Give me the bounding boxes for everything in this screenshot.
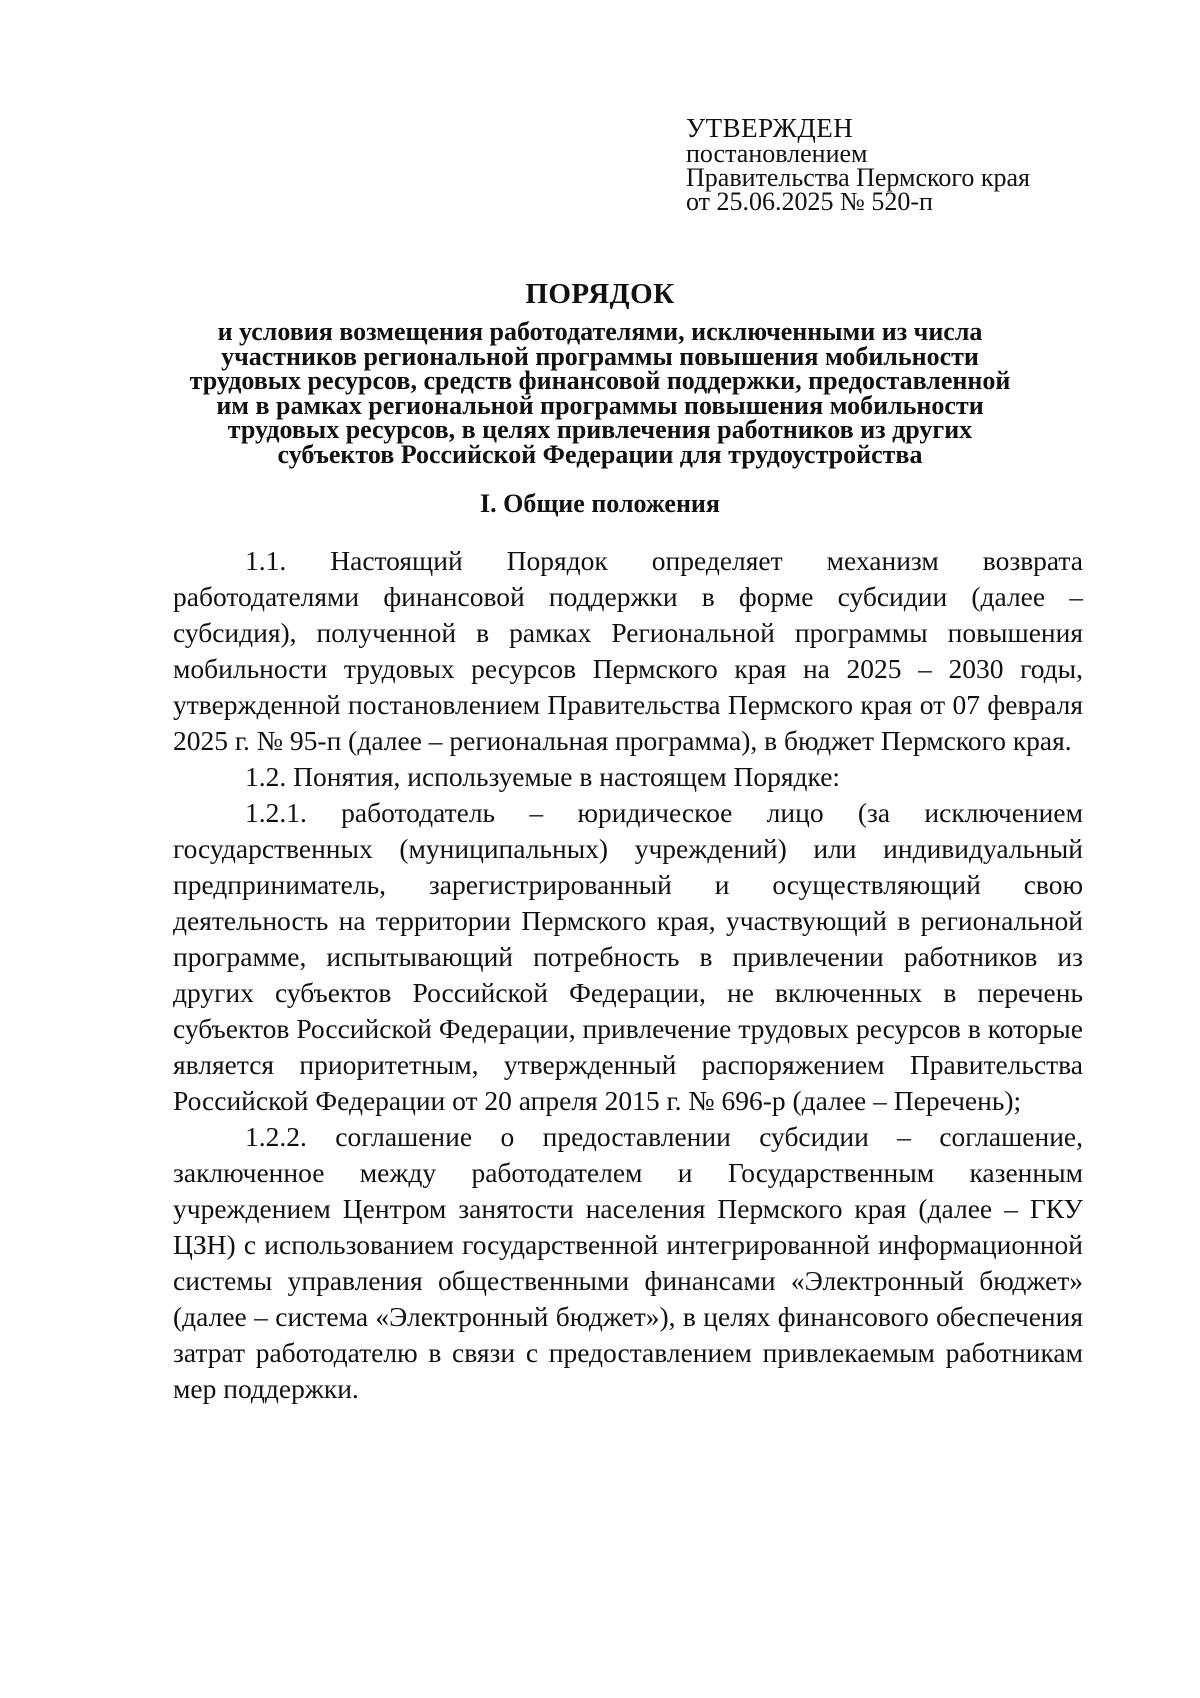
approval-line-resolution: постановлением: [686, 139, 868, 168]
subtitle-line: участников региональной программы повышения мобильности: [221, 341, 979, 371]
document-title: ПОРЯДОК: [525, 278, 675, 310]
paragraph-1-2-2: 1.2.2. соглашение о предоставлении субсидии – соглашение, заключенное между работодателем и Государственным казенным учреждением Центром занятости населения Пермского края (далее – ГКУ ЦЗН) с использованием государственной интегрированной информационной системы управления общественными финансами «Электронный бюджет» (далее – система «Электронный бюджет»), в целях финансового обеспечения затрат работодателю в связи с предоставлением привлекаемым работникам мер поддержки.: [173, 1121, 1083, 1404]
approval-heading: УТВЕРЖДЕН: [686, 113, 854, 143]
paragraph-1-2-1: 1.2.1. работодатель – юридическое лицо (за исключением государственных (муниципальных) учреждений) или индивидуальный предприниматель, зарегистрированный и осуществляющий свою деятельность на территории Пермского края, участвующий в региональной программе, испытывающий потребность в привлечении работников из других субъектов Российской Федерации, не включенных в перечень субъектов Российской Федерации, привлечение трудовых ресурсов в которые является приоритетным, утвержденный распоряжением Правительства Российской Федерации от 20 апреля 2015 г. № 696-р (далее – Перечень);: [173, 797, 1083, 1116]
approval-line-government: Правительства Пермского края: [686, 163, 1030, 192]
document-body: [173, 543, 1083, 1407]
section-heading: I. Общие положения: [480, 489, 720, 518]
subtitle-line: и условия возмещения работодателями, исключенными из числа: [217, 317, 983, 346]
subtitle-line: субъектов Российской Федерации для трудоустройства: [277, 439, 923, 469]
paragraph-1-2: 1.2. Понятия, используемые в настоящем Порядке:: [245, 761, 841, 792]
paragraph-1-1: 1.1. Настоящий Порядок определяет механизм возврата работодателями финансовой поддержки в форме субсидии (далее – субсидия), полученной в рамках Региональной программы повышения мобильности трудовых ресурсов Пермского края на 2025 – 2030 годы, утвержденной постановлением Правительства Пермского края от 07 февраля 2025 г. № 95-п (далее – региональная программа), в бюджет Пермского края.: [173, 545, 1083, 756]
approval-stamp-block: [686, 114, 1126, 214]
subtitle-line: трудовых ресурсов, в целях привлечения работников из других: [227, 415, 973, 444]
approval-line-date-number: от 25.06.2025 № 520-п: [686, 187, 933, 216]
subtitle-line: им в рамках региональной программы повышения мобильности: [216, 390, 984, 420]
subtitle-line: трудовых ресурсов, средств финансовой поддержки, предоставленной: [189, 366, 1011, 395]
document-subtitle: [130, 317, 1070, 469]
